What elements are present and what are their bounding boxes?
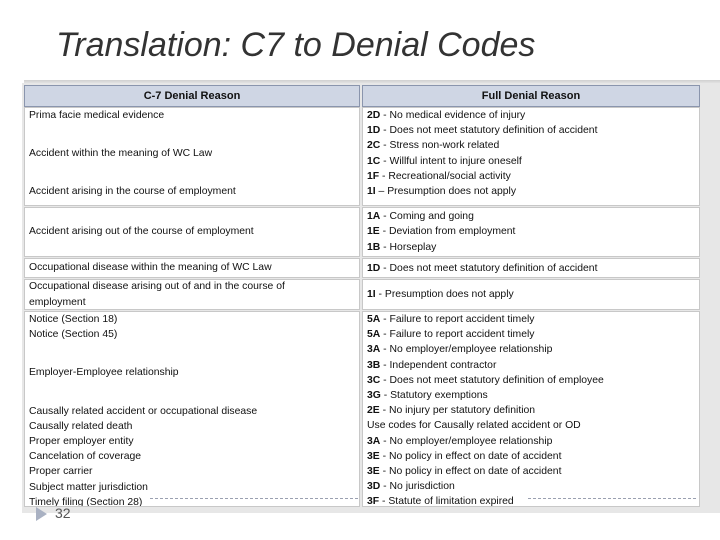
- denial-code-line: [367, 108, 695, 123]
- denial-code-line: [367, 342, 695, 357]
- footer-divider: [150, 498, 358, 499]
- denial-text: - Horseplay: [380, 241, 437, 253]
- denial-text: - Failure to report accident timely: [380, 329, 535, 341]
- denial-text: - Willful intent to injure oneself: [380, 155, 522, 167]
- denial-code: 5A: [367, 314, 381, 325]
- denial-text: – Presumption does not apply: [375, 186, 517, 198]
- denial-text: - No injury per statutory definition: [379, 405, 536, 417]
- denial-code: 3G: [367, 390, 381, 402]
- denial-code: 1B: [367, 241, 381, 253]
- denial-code: 1A: [367, 211, 381, 223]
- left-line: Prima facie medical evidence: [29, 110, 165, 121]
- denial-code-line: [367, 240, 695, 255]
- left-line: Accident arising in the course of employment: [29, 186, 236, 198]
- denial-code-line: [367, 418, 695, 433]
- left-line: Proper employer entity: [29, 436, 134, 448]
- denial-text: - Coming and going: [380, 211, 474, 223]
- denial-code: 3B: [367, 359, 381, 371]
- denial-text: - No employer/employee relationship: [380, 344, 553, 356]
- denial-code: 1E: [367, 226, 380, 238]
- denial-code-line: [367, 479, 695, 494]
- denial-text: - No medical evidence of injury: [380, 110, 526, 121]
- left-line: Cancelation of coverage: [29, 451, 142, 463]
- left-line: Occupational disease within the meaning of WC Law: [29, 262, 272, 274]
- denial-text: Use codes for Causally related accident or OD: [367, 420, 581, 432]
- denial-code-line: [367, 209, 695, 224]
- denial-code: 3A: [367, 435, 381, 447]
- denial-code: 3C: [367, 374, 381, 386]
- denial-text: - Failure to report accident timely: [380, 314, 535, 325]
- left-cell-group-5: [24, 311, 360, 507]
- denial-code-line: [367, 358, 695, 373]
- right-cell-group-5: [362, 311, 700, 507]
- denial-code-line: [367, 312, 695, 327]
- denial-text: - Does not meet statutory definition of accident: [380, 125, 598, 137]
- denial-code-line: [367, 169, 695, 184]
- denial-code-line: [367, 287, 695, 302]
- denial-code: 3D: [367, 481, 381, 493]
- denial-code: 1I: [367, 288, 376, 300]
- right-cell-group-3: [362, 258, 700, 278]
- denial-code: 3E: [367, 450, 380, 462]
- denial-code-line: [367, 403, 695, 418]
- left-line: Timely filing (Section 28): [29, 496, 143, 507]
- denial-code: 2E: [367, 405, 380, 417]
- denial-text: - Statutory exemptions: [380, 390, 488, 402]
- denial-code: 1F: [367, 170, 380, 182]
- denial-code: 1I: [367, 186, 376, 198]
- denial-text: - Presumption does not apply: [375, 288, 514, 300]
- denial-text: - Does not meet statutory definition of employee: [380, 374, 604, 386]
- right-cell-group-2: [362, 207, 700, 257]
- denial-code: 3A: [367, 344, 381, 356]
- left-cell-group-3: [24, 258, 360, 278]
- denial-code: 5A: [367, 329, 381, 341]
- denial-text: - Independent contractor: [380, 359, 497, 371]
- left-line: Causally related death: [29, 420, 133, 432]
- right-cell-group-1: [362, 107, 700, 206]
- denial-code-line: [367, 123, 695, 138]
- denial-code-line: [367, 327, 695, 342]
- denial-code: 3E: [367, 466, 380, 478]
- footer-divider: [528, 498, 696, 499]
- denial-code: 1D: [367, 263, 381, 275]
- denial-code: 3F: [367, 496, 380, 507]
- column-header-c7-reason: C-7 Denial Reason: [24, 85, 360, 107]
- denial-text: - Deviation from employment: [379, 226, 516, 238]
- denial-code: 2D: [367, 110, 381, 121]
- slide-arrow-icon: [36, 507, 47, 521]
- denial-code-line: [367, 154, 695, 169]
- left-line: Subject matter jurisdiction: [29, 481, 148, 493]
- left-line: Occupational disease arising out of and in the course of: [29, 281, 285, 293]
- left-cell-group-4: [24, 279, 360, 310]
- left-line: Notice (Section 45): [29, 329, 118, 341]
- denial-code-line: [367, 373, 695, 388]
- denial-code-line: [367, 434, 695, 449]
- denial-code-line: [367, 224, 695, 239]
- denial-text: - Statute of limitation expired: [379, 496, 514, 507]
- denial-code: 1D: [367, 125, 381, 137]
- left-line: Accident arising out of the course of employment: [29, 226, 254, 238]
- page-number: 32: [55, 505, 71, 521]
- denial-code-line: [367, 138, 695, 153]
- denial-code: 1C: [367, 155, 381, 167]
- denial-code-line: [367, 464, 695, 479]
- denial-text: - No jurisdiction: [380, 481, 455, 493]
- left-line: employment: [29, 296, 86, 308]
- left-line: Accident within the meaning of WC Law: [29, 148, 213, 160]
- column-header-full-reason: Full Denial Reason: [362, 85, 700, 107]
- denial-text: - No policy in effect on date of accident: [379, 466, 562, 478]
- denial-text: - Recreational/social activity: [379, 170, 511, 182]
- denial-text: - Stress non-work related: [380, 140, 500, 152]
- left-line: Employer-Employee relationship: [29, 367, 179, 379]
- denial-text: - No policy in effect on date of accident: [379, 450, 562, 462]
- denial-text: - Does not meet statutory definition of accident: [380, 263, 598, 275]
- left-line: Notice (Section 18): [29, 314, 118, 325]
- left-line: Proper carrier: [29, 466, 93, 478]
- page-title: Translation: C7 to Denial Codes: [56, 26, 536, 64]
- denial-code-line: [367, 449, 695, 464]
- denial-code: 2C: [367, 140, 381, 152]
- left-line: Causally related accident or occupational disease: [29, 405, 258, 417]
- left-cell-group-2: [24, 207, 360, 257]
- denial-code-line: [367, 184, 695, 199]
- denial-code-line: [367, 388, 695, 403]
- left-cell-group-1: [24, 107, 360, 206]
- denial-code-line: [367, 494, 695, 507]
- denial-text: - No employer/employee relationship: [380, 435, 553, 447]
- right-cell-group-4: [362, 279, 700, 310]
- denial-code-line: [367, 261, 695, 276]
